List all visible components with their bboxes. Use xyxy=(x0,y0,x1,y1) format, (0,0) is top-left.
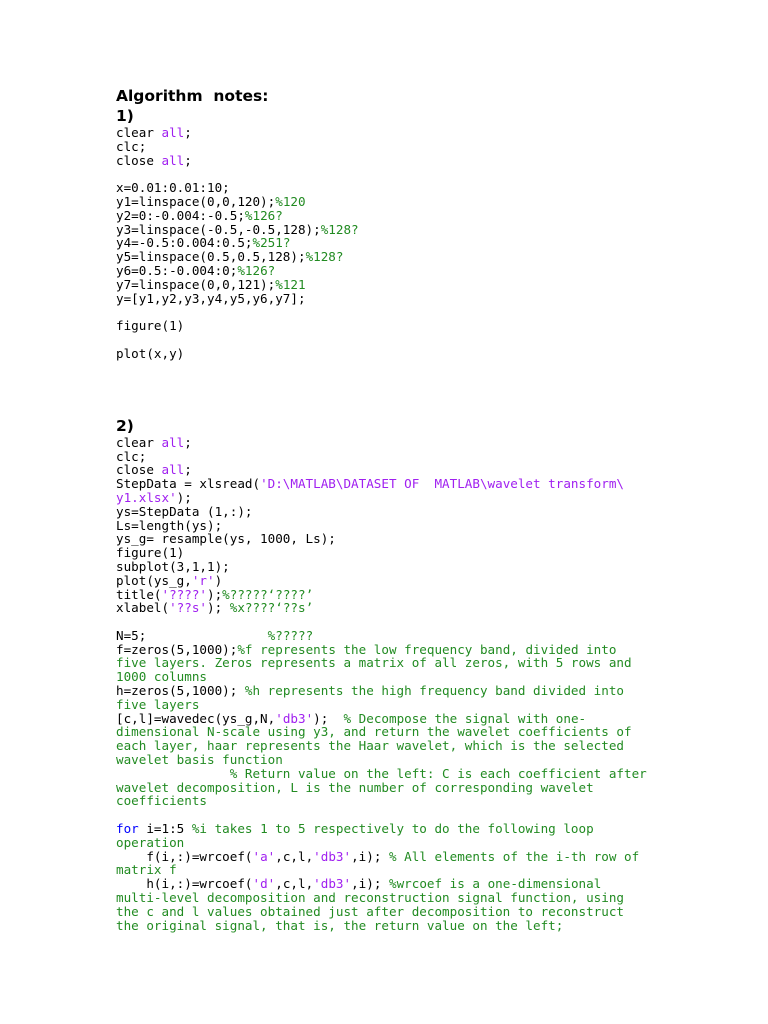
code-section-1 xyxy=(116,106,676,416)
code-text: clc; xyxy=(116,448,147,464)
code-text: title( xyxy=(116,586,162,602)
code-text: y7=linspace(0,0,121); xyxy=(116,276,276,292)
code-text: ); xyxy=(207,586,223,602)
code-comment: % Decompose the signal with one- xyxy=(343,710,587,726)
code-comment: %128? xyxy=(320,221,359,237)
code-line xyxy=(116,532,676,546)
code-text: f(i,:)=wrcoef( xyxy=(116,848,253,864)
code-line xyxy=(116,588,676,602)
code-comment: % All elements of the i-th row of xyxy=(389,848,640,864)
code-text: close xyxy=(116,152,162,168)
code-comment: operation xyxy=(116,834,185,850)
code-line xyxy=(116,684,676,698)
code-string: all xyxy=(161,462,185,478)
code-line xyxy=(116,753,676,767)
code-line xyxy=(116,725,676,739)
code-line xyxy=(116,601,676,615)
code-line xyxy=(116,264,676,278)
code-line xyxy=(116,126,676,140)
code-text: xlabel( xyxy=(116,600,170,616)
code-line xyxy=(116,767,676,781)
notes-sections xyxy=(116,106,676,932)
code-text: ys=StepData (1,:); xyxy=(116,503,253,519)
code-comment: 1000 columns xyxy=(116,669,207,685)
code-line xyxy=(116,905,676,919)
code-text: ,i); xyxy=(351,876,389,892)
code-line xyxy=(116,574,676,588)
code-line xyxy=(116,347,676,361)
code-comment: %121 xyxy=(275,276,306,292)
code-line xyxy=(116,560,676,574)
code-line xyxy=(116,278,676,292)
code-line xyxy=(116,491,676,505)
code-comment: matrix f xyxy=(116,862,177,878)
code-text: figure(1) xyxy=(116,318,185,334)
code-line xyxy=(116,236,676,250)
code-text: ,c,l, xyxy=(275,848,314,864)
code-comment: %x????‘??s’ xyxy=(229,600,314,616)
code-text: y4=-0.5:0.004:0.5; xyxy=(116,235,253,251)
code-text: y2=0:-0.004:-0.5; xyxy=(116,207,245,223)
code-string: 'db3' xyxy=(275,710,314,726)
code-line xyxy=(116,863,676,877)
section-label: 2) xyxy=(116,416,134,435)
code-comment: %f represents the low frequency band, divided into xyxy=(237,641,617,657)
code-string: 'a' xyxy=(252,848,276,864)
code-text: ); xyxy=(207,600,230,616)
code-text: y=[y1,y2,y3,y4,y5,y6,y7]; xyxy=(116,290,306,306)
code-text: y5=linspace(0.5,0.5,128); xyxy=(116,249,306,265)
code-text: h=zeros(5,1000); xyxy=(116,683,245,699)
code-comment: dimensional N-scale using y3, and return the wavelet coefficients of xyxy=(116,724,632,740)
code-line xyxy=(116,292,676,306)
code-comment: five layers xyxy=(116,696,200,712)
code-line xyxy=(116,698,676,712)
code-string: '??s' xyxy=(169,600,207,616)
code-line xyxy=(116,629,676,643)
code-line xyxy=(116,319,676,333)
code-line xyxy=(116,739,676,753)
code-comment: wavelet decomposition, L is the number of corresponding wavelet xyxy=(116,779,594,795)
code-text: y6=0.5:-0.004:0; xyxy=(116,262,238,278)
code-comment: %126? xyxy=(244,207,283,223)
code-line xyxy=(116,477,676,491)
code-string: 'D:\MATLAB\DATASET OF MATLAB\wavelet transform\ xyxy=(260,476,625,492)
code-text: y3=linspace(-0.5,-0.5,128); xyxy=(116,221,321,237)
code-comment: the c and l values obtained just after decomposition to reconstruct xyxy=(116,903,624,919)
code-line xyxy=(116,154,676,168)
code-comment: coefficients xyxy=(116,793,207,809)
code-comment: %wrcoef is a one-dimensional xyxy=(389,876,602,892)
code-line xyxy=(116,891,676,905)
code-line xyxy=(116,250,676,264)
code-line xyxy=(116,519,676,533)
code-text: i=1:5 xyxy=(138,821,192,837)
blank-line xyxy=(116,167,676,181)
code-text: ; xyxy=(184,152,192,168)
code-comment: five layers. Zeros represents a matrix of all zeros, with 5 rows and xyxy=(116,655,632,671)
code-text: StepData = xlsread( xyxy=(116,476,261,492)
code-line xyxy=(116,546,676,560)
code-text: clear xyxy=(116,434,162,450)
code-text xyxy=(116,766,230,781)
code-comment: multi-level decomposition and reconstruction signal function, using xyxy=(116,890,624,906)
code-keyword: for xyxy=(116,821,139,837)
blank-line xyxy=(116,305,676,319)
code-string: all xyxy=(161,125,185,140)
code-comment: %i takes 1 to 5 respectively to do the following loop xyxy=(191,821,594,837)
code-string: 'r' xyxy=(191,572,215,588)
code-text: ); xyxy=(313,710,344,726)
code-comment: %120 xyxy=(275,193,306,209)
code-line xyxy=(116,822,676,836)
code-text: figure(1) xyxy=(116,545,185,561)
code-string: 'db3' xyxy=(313,876,352,892)
code-comment: %h represents the high frequency band divided into xyxy=(244,683,625,699)
code-string: y1.xlsx' xyxy=(116,489,177,505)
blank-line xyxy=(116,333,676,347)
code-text: f=zeros(5,1000); xyxy=(116,641,238,657)
code-comment: % Return value on the left: C is each coefficient after xyxy=(229,765,647,781)
code-line xyxy=(116,223,676,237)
code-string: 'd' xyxy=(252,876,276,892)
code-text: [c,l]=wavedec(ys_g,N, xyxy=(116,710,276,726)
blank-line xyxy=(116,374,676,388)
code-text: clear xyxy=(116,125,162,140)
code-section-2 xyxy=(116,416,676,933)
code-line xyxy=(116,450,676,464)
code-line xyxy=(116,436,676,450)
code-string: all xyxy=(161,152,185,168)
code-text: x=0.01:0.01:10; xyxy=(116,180,230,196)
code-line xyxy=(116,850,676,864)
code-text: h(i,:)=wrcoef( xyxy=(116,876,253,892)
blank-line xyxy=(116,402,676,416)
code-comment: %????? xyxy=(267,627,314,643)
code-text: ,i); xyxy=(351,848,389,864)
code-comment: %251? xyxy=(252,235,291,251)
blank-line xyxy=(116,388,676,402)
code-text: plot(ys_g, xyxy=(116,572,192,588)
code-comment: each layer, haar represents the Haar wavelet, which is the selected xyxy=(116,738,624,754)
code-line xyxy=(116,919,676,933)
code-line xyxy=(116,181,676,195)
code-line xyxy=(116,209,676,223)
code-text: ); xyxy=(176,489,192,505)
code-comment: %126? xyxy=(237,262,276,278)
code-text: ; xyxy=(184,462,192,478)
code-text: ys_g= resample(ys, 1000, Ls); xyxy=(116,531,336,547)
code-line xyxy=(116,781,676,795)
document-heading: Algorithm notes: xyxy=(116,87,269,105)
code-text: ,c,l, xyxy=(275,876,314,892)
code-line xyxy=(116,656,676,670)
code-text: ) xyxy=(214,572,223,588)
code-line xyxy=(116,505,676,519)
document-page xyxy=(116,86,676,932)
code-line xyxy=(116,836,676,850)
code-text: ; xyxy=(184,434,192,450)
code-string: all xyxy=(161,434,185,450)
code-text: Ls=length(ys); xyxy=(116,517,223,533)
code-line xyxy=(116,794,676,808)
code-text: y1=linspace(0,0,120); xyxy=(116,193,276,209)
blank-line xyxy=(116,808,676,822)
code-comment: %128? xyxy=(305,249,344,265)
code-text: plot(x,y) xyxy=(116,345,185,361)
code-text: ; xyxy=(184,125,192,140)
section-label: 1) xyxy=(116,107,134,125)
code-text: subplot(3,1,1); xyxy=(116,558,230,574)
code-string: 'db3' xyxy=(313,848,352,864)
code-text: close xyxy=(116,462,162,478)
code-line xyxy=(116,643,676,657)
code-string: '????' xyxy=(161,586,207,602)
code-comment: %?????‘????’ xyxy=(222,586,314,602)
code-line xyxy=(116,195,676,209)
blank-line xyxy=(116,361,676,375)
code-line xyxy=(116,140,676,154)
code-text: N=5; xyxy=(116,627,268,643)
code-line xyxy=(116,712,676,726)
blank-line xyxy=(116,615,676,629)
code-line xyxy=(116,463,676,477)
code-comment: wavelet basis function xyxy=(116,752,283,768)
code-text: clc; xyxy=(116,138,147,154)
code-line xyxy=(116,670,676,684)
code-comment: the original signal, that is, the return value on the left; xyxy=(116,917,564,933)
code-line xyxy=(116,877,676,891)
